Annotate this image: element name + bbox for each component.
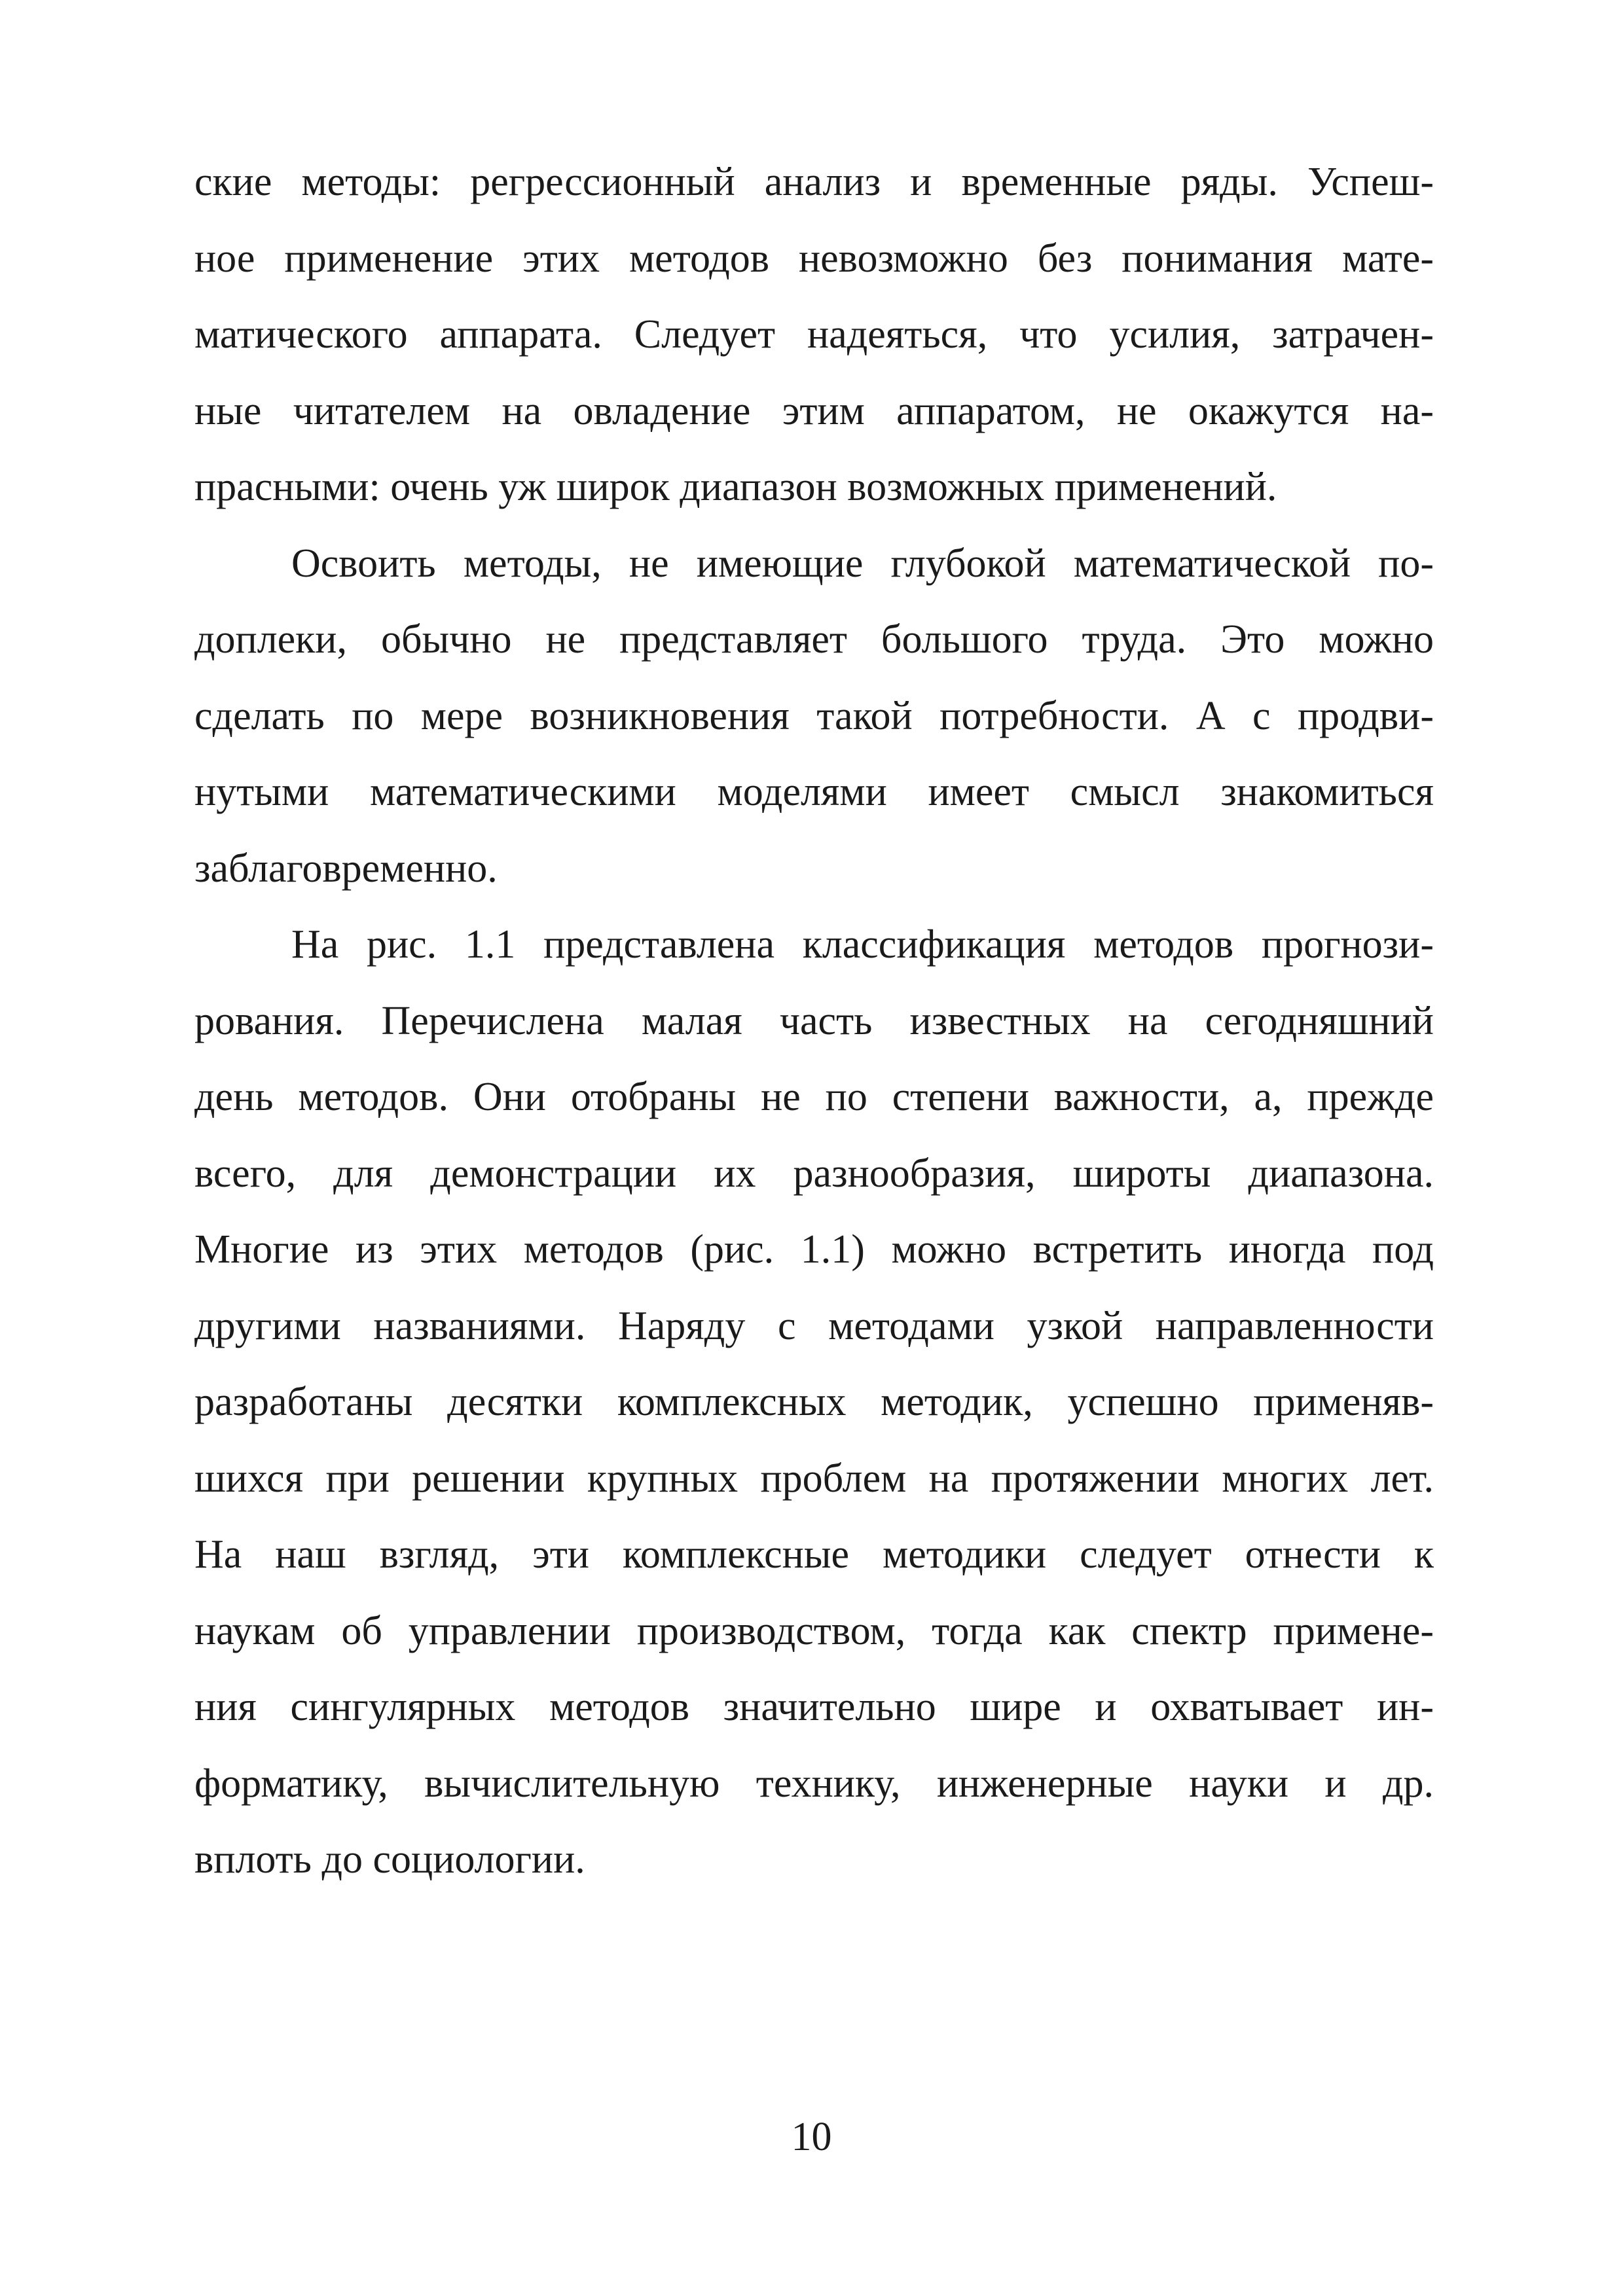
text-line: Освоить методы, не имеющие глубокой математической по- (291, 541, 1434, 586)
text-line: наукам об управлении производством, тогда как спектр примене- (194, 1608, 1434, 1653)
text-line: другими названиями. Наряду с методами узкой направленности (194, 1303, 1434, 1348)
text-line: ные читателем на овладение этим аппаратом, не окажутся на- (194, 388, 1434, 433)
paragraph-2 (194, 526, 1434, 907)
text-line: ские методы: регрессионный анализ и временные ряды. Успеш- (194, 160, 1434, 204)
text-line: ное применение этих методов невозможно без понимания мате- (194, 236, 1434, 281)
text-line: всего, для демонстрации их разнообразия, широты диапазона. (194, 1151, 1434, 1196)
text-line: заблаговременно. (194, 846, 498, 891)
text-line: На рис. 1.1 представлена классификация методов прогнози- (291, 922, 1434, 967)
text-line: нутыми математическими моделями имеет смысл знакомиться (194, 770, 1434, 814)
text-line: форматику, вычислительную технику, инженерные науки и др. (194, 1761, 1434, 1806)
text-line: сделать по мере возникновения такой потребности. А с продви- (194, 693, 1434, 738)
text-line: Многие из этих методов (рис. 1.1) можно встретить иногда под (194, 1227, 1434, 1272)
text-line: вплоть до социологии. (194, 1837, 585, 1882)
text-line: разработаны десятки комплексных методик, успешно применяв- (194, 1380, 1434, 1424)
paragraph-3 (194, 906, 1434, 1898)
page-number: 10 (791, 2115, 832, 2159)
text-line: ния сингулярных методов значительно шире и охватывает ин- (194, 1685, 1434, 1729)
text-line: рования. Перечислена малая часть известных на сегодняшний (194, 998, 1434, 1043)
text-line: день методов. Они отобраны не по степени важности, а, прежде (194, 1075, 1434, 1119)
text-line: матического аппарата. Следует надеяться, что усилия, затрачен- (194, 312, 1434, 357)
text-line: доплеки, обычно не представляет большого труда. Это можно (194, 617, 1434, 662)
text-line: прасными: очень уж широк диапазон возможных применений. (194, 465, 1277, 509)
text-line: шихся при решении крупных проблем на протяжении многих лет. (194, 1456, 1434, 1501)
text-line: На наш взгляд, эти комплексные методики следует отнести к (194, 1532, 1434, 1577)
body-text (194, 144, 1434, 1898)
paragraph-1 (194, 144, 1434, 526)
